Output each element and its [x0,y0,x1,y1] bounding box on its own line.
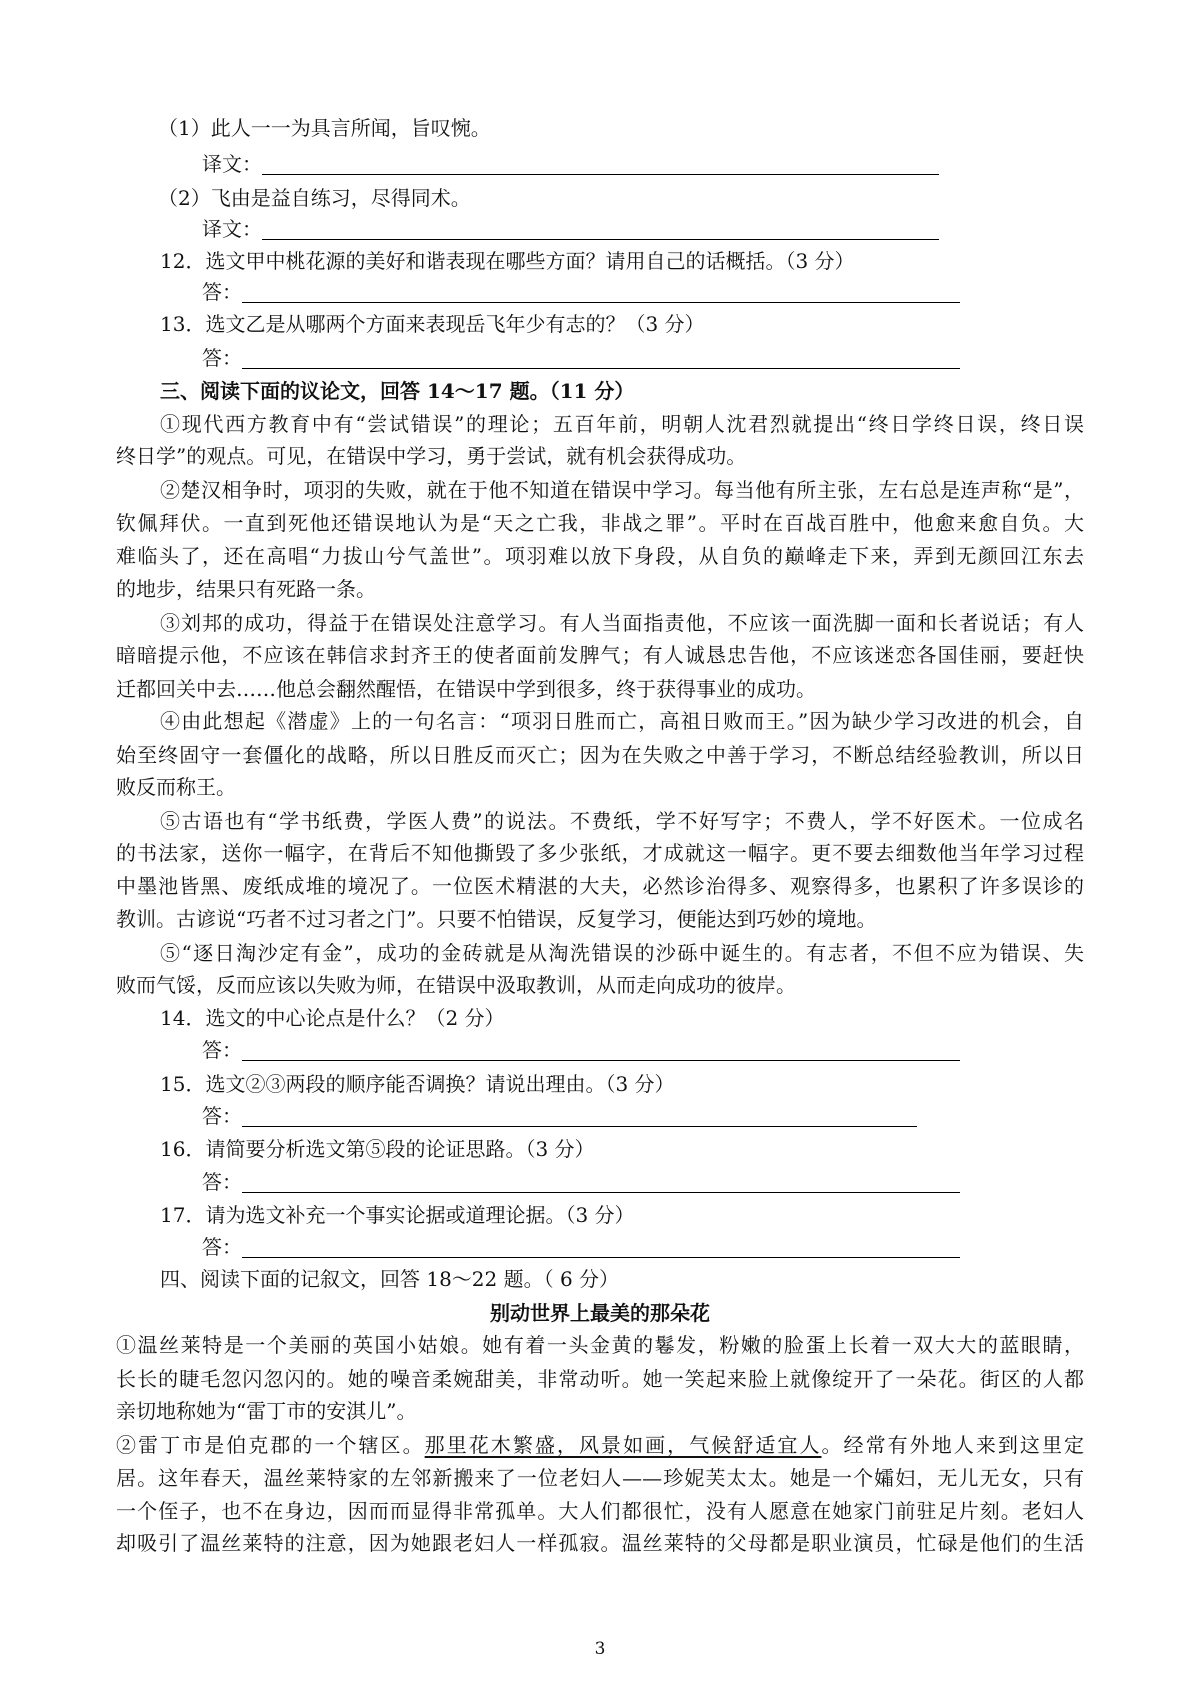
answer-blank [242,348,960,369]
answer-line-16 [202,1167,1102,1197]
paragraph-line: 终日学”的观点。可见，在错误中学习，勇于尝试，就有机会获得成功。 [116,444,747,468]
answer-label: 答： [202,346,242,370]
paragraph-line: 暗暗提示他，不应该在韩信求封齐王的使者面前发脾气；有人诚恳忠告他，不应该迷恋各国佳丽，要赶快 [116,643,1084,667]
answer-line-13 [202,343,1102,373]
answer-blank [242,1106,917,1127]
narrative-line: 一个侄子，也不在身边，因而而显得非常孤单。大人们都很忙，没有人愿意在她家门前驻足片刻。老妇人 [116,1499,1084,1523]
answer-blank [262,219,939,240]
narrative-line: 居。这年春天，温丝莱特家的左邻新搬来了一位老妇人——珍妮芙太太。她是一个孀妇，无儿无女，只有 [116,1466,1084,1490]
paragraph-line: ④由此想起《潜虚》上的一句名言：“项羽日胜而亡，高祖日败而王。”因为缺少学习改进的机会，自 [160,709,1084,733]
question-15: 15．选文②③两段的顺序能否调换？请说出理由。（3 分） [160,1072,675,1096]
question-13: 13．选文乙是从哪两个方面来表现岳飞年少有志的？（3 分） [160,312,705,336]
line-text: 。经常有外地人来到这里定 [821,1433,1084,1457]
answer-blank [262,154,939,175]
paragraph-line: 败反而称王。 [116,775,236,799]
answer-blank [242,1172,960,1193]
paragraph-line: 的地步，结果只有死路一条。 [116,577,376,601]
paragraph-line: ①现代西方教育中有“尝试错误”的理论；五百年前，明朝人沈君烈就提出“终日学终日误，终日误 [160,412,1084,436]
paragraph-line: 教训。古谚说“巧者不过习者之门”。只要不怕错误，反复学习，便能达到巧妙的境地。 [116,907,877,931]
page-number: 3 [594,1639,606,1659]
answer-blank [242,282,960,303]
answer-line-14 [202,1035,1102,1065]
answer-label: 答： [202,280,242,304]
paragraph-line: ⑤古语也有“学书纸费，学医人费”的说法。不费纸，学不好写字；不费人，学不好医术。一位成名 [160,809,1084,833]
underlined-phrase: 那里花木繁盛，风景如画，气候舒适宜人 [424,1433,822,1457]
answer-line-15 [202,1101,1102,1131]
translation-answer-line [202,214,1102,244]
narrative-line: ①温丝莱特是一个美丽的英国小姑娘。她有着一头金黄的鬈发，粉嫩的脸蛋上长着一双大大的蓝眼睛， [116,1333,1084,1357]
paragraph-line: 难临头了，还在高唱“力拔山兮气盖世”。项羽难以放下身段，从自负的巅峰走下来，弄到无颜回江东去 [116,544,1084,568]
translation-label: 译文： [202,217,262,241]
answer-label: 答： [202,1235,242,1259]
narrative-line: 长长的睫毛忽闪忽闪的。她的噪音柔婉甜美，非常动听。她一笑起来脸上就像绽开了一朵花。街区的人都 [116,1367,1084,1391]
paragraph-line: 中墨池皆黑、废纸成堆的境况了。一位医术精湛的大夫，必然诊治得多、观察得多，也累积了许多误诊的 [116,874,1084,898]
article-title: 别动世界上最美的那朵花 [490,1301,710,1325]
narrative-line: 亲切地称她为“雷丁市的安淇儿”。 [116,1399,417,1423]
sub-question-2: （2）飞由是益自练习，尽得同术。 [158,186,471,210]
answer-blank [242,1040,960,1061]
answer-line-17 [202,1232,1102,1262]
paragraph-line: 始至终固守一套僵化的战略，所以日胜反而灭亡；因为在失败之中善于学习，不断总结经验教训，所以日 [116,743,1084,767]
question-17: 17．请为选文补充一个事实论据或道理论据。（3 分） [160,1203,635,1227]
line-text: ②雷丁市是伯克郡的一个辖区。 [116,1433,425,1457]
translation-answer-line [202,149,1102,179]
paragraph-line: 迁都回关中去……他总会翻然醒悟，在错误中学到很多，终于获得事业的成功。 [116,677,816,701]
narrative-line: 却吸引了温丝莱特的注意，因为她跟老妇人一样孤寂。温丝莱特的父母都是职业演员，忙碌是他们的生活 [116,1531,1084,1555]
section-4-heading: 四、阅读下面的记叙文，回答 18～22 题。（ 6 分） [160,1267,620,1291]
answer-blank [242,1237,960,1258]
paragraph-line: 败而气馁，反而应该以失败为师，在错误中汲取教训，从而走向成功的彼岸。 [116,973,796,997]
question-14: 14．选文的中心论点是什么？（2 分） [160,1006,505,1030]
answer-label: 答： [202,1038,242,1062]
paragraph-line: ②楚汉相争时，项羽的失败，就在于他不知道在错误中学习。每当他有所主张，左右总是连声称“是”， [160,478,1084,502]
paragraph-line: ⑤“逐日淘沙定有金”，成功的金砖就是从淘洗错误的沙砾中诞生的。有志者，不但不应为错误、失 [160,941,1084,965]
sub-question-1: （1）此人一一为具言所闻，旨叹惋。 [158,116,491,140]
question-16: 16．请简要分析选文第⑤段的论证思路。（3 分） [160,1137,595,1161]
answer-line-12 [202,277,1102,307]
paragraph-line: 的书法家，送你一幅字，在背后不知他撕毁了多少张纸，才成就这一幅字。更不要去细数他当年学习过程 [116,841,1084,865]
paragraph-line: 钦佩拜伏。一直到死他还错误地认为是“天之亡我，非战之罪”。平时在百战百胜中，他愈来愈自负。大 [116,511,1084,535]
section-3-heading: 三、阅读下面的议论文，回答 14～17 题。（11 分） [160,379,635,403]
answer-label: 答： [202,1170,242,1194]
answer-label: 答： [202,1104,242,1128]
paragraph-line: ③刘邦的成功，得益于在错误处注意学习。有人当面指责他，不应该一面洗脚一面和长者说话；有人 [160,611,1084,635]
translation-label: 译文： [202,152,262,176]
narrative-line [116,1430,1084,1460]
question-12: 12．选文甲中桃花源的美好和谐表现在哪些方面？请用自己的话概括。（3 分） [160,249,855,273]
